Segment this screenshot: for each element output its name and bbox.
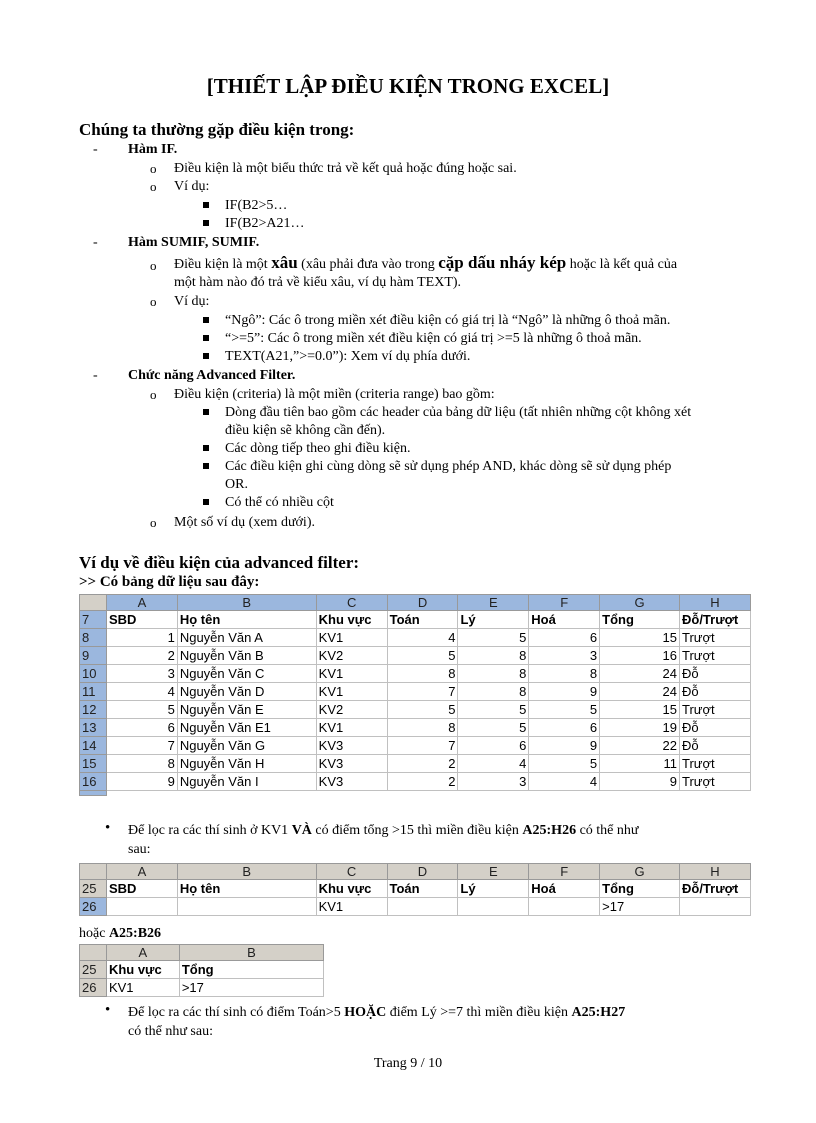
- table-row: [80, 755, 751, 773]
- table-row: [80, 961, 324, 979]
- row-number[interactable]: 15: [80, 755, 107, 773]
- cell[interactable]: 7: [106, 737, 177, 755]
- cell[interactable]: Khu vực: [106, 961, 179, 979]
- cell[interactable]: SBD: [106, 880, 177, 898]
- bullet2-text: Để lọc ra các thí sinh có điểm Toán>5 HOẶC điểm Lý >=7 thì miền điều kiện A25:H27: [128, 1005, 626, 1020]
- row-number: [80, 791, 107, 796]
- cell[interactable]: >17: [600, 898, 680, 916]
- column-header[interactable]: F: [529, 595, 600, 611]
- cell[interactable]: Lý: [458, 880, 529, 898]
- cell[interactable]: 7: [387, 737, 458, 755]
- cell[interactable]: 2: [387, 773, 458, 791]
- cell[interactable]: 8: [106, 755, 177, 773]
- column-header[interactable]: A: [106, 864, 177, 880]
- cell[interactable]: KV1: [316, 665, 387, 683]
- row-number[interactable]: 13: [80, 719, 107, 737]
- cell[interactable]: KV1: [316, 719, 387, 737]
- cell[interactable]: Nguyễn Văn G: [177, 737, 316, 755]
- cell[interactable]: 24: [600, 683, 680, 701]
- table-row: [80, 979, 324, 997]
- cell[interactable]: 11: [600, 755, 680, 773]
- sumif-example-3: TEXT(A21,”>=0.0”): Xem ví dụ phía dưới.: [225, 349, 471, 364]
- adv-item-3: Các điều kiện ghi cùng dòng sẽ sử dụng phép AND, khác dòng sẽ sử dụng phép: [225, 459, 672, 474]
- table-row: [80, 647, 751, 665]
- cell[interactable]: Khu vực: [316, 611, 387, 629]
- row-number[interactable]: 25: [80, 961, 107, 979]
- cell[interactable]: 5: [106, 701, 177, 719]
- cell[interactable]: [177, 898, 316, 916]
- adv-item-4: Có thể có nhiều cột: [225, 495, 334, 510]
- row-number[interactable]: 11: [80, 683, 107, 701]
- adv-item-3-cont: OR.: [225, 477, 248, 492]
- cell[interactable]: Hoá: [529, 611, 600, 629]
- cell[interactable]: KV1: [316, 629, 387, 647]
- cell[interactable]: 22: [600, 737, 680, 755]
- adv-more: Một số ví dụ (xem dưới).: [174, 515, 315, 530]
- square-bullet: [203, 409, 209, 415]
- table-row: [80, 665, 751, 683]
- if-desc: Điều kiện là một biểu thức trả về kết quả hoặc đúng hoặc sai.: [174, 161, 517, 176]
- square-bullet: [203, 499, 209, 505]
- column-header[interactable]: H: [679, 595, 750, 611]
- square-bullet: [203, 445, 209, 451]
- table-row: [80, 880, 751, 898]
- cell[interactable]: 8: [458, 647, 529, 665]
- row-number[interactable]: 12: [80, 701, 107, 719]
- corner-cell[interactable]: [80, 945, 107, 961]
- column-header[interactable]: B: [179, 945, 323, 961]
- cell[interactable]: 2: [387, 755, 458, 773]
- table-row: [80, 629, 751, 647]
- cell[interactable]: 16: [600, 647, 680, 665]
- cell[interactable]: KV2: [316, 647, 387, 665]
- dash-bullet: -: [93, 235, 98, 250]
- cell[interactable]: Đỗ/Trượt: [679, 611, 750, 629]
- cell[interactable]: Họ tên: [177, 611, 316, 629]
- column-header[interactable]: A: [106, 945, 179, 961]
- cell[interactable]: Nguyễn Văn E1: [177, 719, 316, 737]
- cell[interactable]: Hoá: [529, 880, 600, 898]
- sumif-label: Hàm SUMIF, SUMIF.: [128, 235, 260, 250]
- bullet1-text: Để lọc ra các thí sinh ở KV1 VÀ có điểm tổng >15 thì miền điều kiện A25:H26 có thể như: [128, 823, 639, 838]
- cell[interactable]: Tổng: [600, 880, 680, 898]
- table-row: [80, 683, 751, 701]
- cell[interactable]: Toán: [387, 880, 458, 898]
- column-header[interactable]: C: [316, 595, 387, 611]
- column-header-row: [80, 945, 324, 961]
- cell[interactable]: 3: [106, 665, 177, 683]
- cell[interactable]: SBD: [106, 611, 177, 629]
- cell[interactable]: Họ tên: [177, 880, 316, 898]
- cell[interactable]: Nguyễn Văn B: [177, 647, 316, 665]
- circle-bullet: o: [150, 387, 157, 402]
- section-sub: >> Có bảng dữ liệu sau đây:: [79, 574, 260, 590]
- cell[interactable]: 1: [106, 629, 177, 647]
- cell[interactable]: 3: [529, 647, 600, 665]
- cell[interactable]: 5: [529, 755, 600, 773]
- or-text: hoặc A25:B26: [79, 926, 162, 941]
- adv-desc: Điều kiện (criteria) là một miền (criteria range) bao gồm:: [174, 387, 495, 402]
- cell[interactable]: KV3: [316, 737, 387, 755]
- cell[interactable]: [679, 898, 750, 916]
- row-number[interactable]: 10: [80, 665, 107, 683]
- section-heading-2: Ví dụ về điều kiện của advanced filter:: [79, 553, 360, 572]
- cell[interactable]: 9: [529, 683, 600, 701]
- cell[interactable]: Trượt: [679, 755, 750, 773]
- column-header[interactable]: F: [529, 864, 600, 880]
- row-number[interactable]: 14: [80, 737, 107, 755]
- if-example-label: Ví dụ:: [174, 179, 210, 194]
- criteria-sheet-2: [79, 944, 324, 997]
- page-title: [THIẾT LẬP ĐIỀU KIỆN TRONG EXCEL]: [206, 74, 610, 98]
- cell[interactable]: 5: [458, 719, 529, 737]
- circle-bullet: o: [150, 515, 157, 530]
- cell[interactable]: 6: [106, 719, 177, 737]
- cell[interactable]: 2: [106, 647, 177, 665]
- cell[interactable]: 15: [600, 701, 680, 719]
- table-row-partial: [80, 791, 751, 796]
- row-number[interactable]: 26: [80, 898, 107, 916]
- cell[interactable]: Toán: [387, 611, 458, 629]
- cell: [106, 791, 750, 796]
- cell[interactable]: KV1: [106, 979, 179, 997]
- bullet-dot: •: [105, 820, 111, 836]
- cell[interactable]: 5: [458, 629, 529, 647]
- cell[interactable]: 5: [529, 701, 600, 719]
- bullet-dot: •: [105, 1002, 111, 1018]
- cell[interactable]: 5: [387, 647, 458, 665]
- sumif-example-2: “>=5”: Các ô trong miền xét điều kiện có giá trị >=5 là những ô thoả mãn.: [225, 331, 642, 346]
- sumif-example-1: “Ngô”: Các ô trong miền xét điều kiện có giá trị là “Ngô” là những ô thoả mãn.: [225, 313, 671, 328]
- column-header[interactable]: B: [177, 595, 316, 611]
- cell[interactable]: Nguyễn Văn D: [177, 683, 316, 701]
- column-header-row: [80, 595, 751, 611]
- cell[interactable]: 6: [529, 629, 600, 647]
- cell[interactable]: 4: [458, 755, 529, 773]
- if-example-2: IF(B2>A21…: [225, 216, 305, 231]
- table-row: [80, 773, 751, 791]
- cell[interactable]: Khu vực: [316, 880, 387, 898]
- column-header[interactable]: A: [106, 595, 177, 611]
- cell[interactable]: 19: [600, 719, 680, 737]
- circle-bullet: o: [150, 179, 157, 194]
- cell[interactable]: Nguyễn Văn C: [177, 665, 316, 683]
- table-row: [80, 611, 751, 629]
- cell[interactable]: Trượt: [679, 701, 750, 719]
- cell[interactable]: KV3: [316, 755, 387, 773]
- if-label: Hàm IF.: [128, 142, 178, 157]
- cell[interactable]: Đỗ: [679, 719, 750, 737]
- if-example-1: IF(B2>5…: [225, 198, 288, 213]
- sumif-desc-line2: một hàm nào đó trả về kiểu xâu, ví dụ hàm TEXT).: [174, 275, 462, 290]
- column-header[interactable]: E: [458, 864, 529, 880]
- cell[interactable]: 4: [387, 629, 458, 647]
- row-number[interactable]: 8: [80, 629, 107, 647]
- dash-bullet: -: [93, 368, 98, 383]
- cell[interactable]: [387, 898, 458, 916]
- square-bullet: [203, 202, 209, 208]
- cell[interactable]: 4: [106, 683, 177, 701]
- cell[interactable]: 5: [458, 701, 529, 719]
- cell[interactable]: [458, 898, 529, 916]
- cell[interactable]: [529, 898, 600, 916]
- cell[interactable]: 9: [529, 737, 600, 755]
- cell[interactable]: 8: [387, 719, 458, 737]
- table-row: [80, 737, 751, 755]
- circle-bullet: o: [150, 258, 157, 273]
- cell[interactable]: Nguyễn Văn I: [177, 773, 316, 791]
- cell[interactable]: Đỗ: [679, 737, 750, 755]
- cell[interactable]: Nguyễn Văn A: [177, 629, 316, 647]
- adv-item-1: Dòng đầu tiên bao gồm các header của bảng dữ liệu (tất nhiên những cột không xét: [225, 405, 692, 420]
- cell[interactable]: 9: [600, 773, 680, 791]
- cell[interactable]: Lý: [458, 611, 529, 629]
- cell[interactable]: Đỗ: [679, 683, 750, 701]
- corner-cell[interactable]: [80, 595, 107, 611]
- cell[interactable]: 9: [106, 773, 177, 791]
- cell[interactable]: Trượt: [679, 629, 750, 647]
- adv-item-2: Các dòng tiếp theo ghi điều kiện.: [225, 441, 411, 456]
- square-bullet: [203, 463, 209, 469]
- dash-bullet: -: [93, 142, 98, 157]
- bullet1-line2: sau:: [128, 842, 151, 857]
- cell[interactable]: Đỗ: [679, 665, 750, 683]
- column-header[interactable]: D: [387, 595, 458, 611]
- row-number[interactable]: 16: [80, 773, 107, 791]
- bullet2-line2: có thể như sau:: [128, 1024, 213, 1039]
- cell[interactable]: KV1: [316, 683, 387, 701]
- data-sheet: [79, 594, 751, 796]
- cell[interactable]: 7: [387, 683, 458, 701]
- square-bullet: [203, 220, 209, 226]
- section-heading-1: Chúng ta thường gặp điều kiện trong:: [79, 120, 355, 139]
- cell[interactable]: KV3: [316, 773, 387, 791]
- cell[interactable]: 8: [458, 665, 529, 683]
- table-row: [80, 719, 751, 737]
- cell[interactable]: 6: [458, 737, 529, 755]
- cell[interactable]: Nguyễn Văn H: [177, 755, 316, 773]
- row-number[interactable]: 7: [80, 611, 107, 629]
- cell[interactable]: 15: [600, 629, 680, 647]
- cell[interactable]: KV1: [316, 898, 387, 916]
- cell[interactable]: Trượt: [679, 773, 750, 791]
- table-row: [80, 898, 751, 916]
- sumif-desc: Điều kiện là một xâu (xâu phải đưa vào trong cặp dấu nháy kép hoặc là kết quả của: [174, 253, 678, 272]
- row-number[interactable]: 25: [80, 880, 107, 898]
- column-header[interactable]: E: [458, 595, 529, 611]
- column-header[interactable]: G: [600, 595, 680, 611]
- criteria-sheet-1: [79, 863, 751, 916]
- circle-bullet: o: [150, 161, 157, 176]
- cell[interactable]: 4: [529, 773, 600, 791]
- page-footer: Trang 9 / 10: [373, 1056, 443, 1071]
- cell[interactable]: [106, 898, 177, 916]
- column-header[interactable]: B: [177, 864, 316, 880]
- cell[interactable]: Nguyễn Văn E: [177, 701, 316, 719]
- cell[interactable]: Tổng: [600, 611, 680, 629]
- square-bullet: [203, 335, 209, 341]
- cell[interactable]: >17: [179, 979, 323, 997]
- cell[interactable]: Đỗ/Trượt: [679, 880, 750, 898]
- square-bullet: [203, 317, 209, 323]
- column-header[interactable]: H: [679, 864, 750, 880]
- column-header[interactable]: C: [316, 864, 387, 880]
- sumif-example-label: Ví dụ:: [174, 294, 210, 309]
- cell[interactable]: 5: [387, 701, 458, 719]
- adv-label: Chức năng Advanced Filter.: [128, 368, 296, 383]
- cell[interactable]: KV2: [316, 701, 387, 719]
- row-number[interactable]: 9: [80, 647, 107, 665]
- cell[interactable]: Tổng: [179, 961, 323, 979]
- column-header[interactable]: G: [600, 864, 680, 880]
- cell[interactable]: 8: [529, 665, 600, 683]
- row-number[interactable]: 26: [80, 979, 107, 997]
- cell[interactable]: 3: [458, 773, 529, 791]
- cell[interactable]: 24: [600, 665, 680, 683]
- cell[interactable]: Trượt: [679, 647, 750, 665]
- cell[interactable]: 8: [387, 665, 458, 683]
- column-header[interactable]: D: [387, 864, 458, 880]
- adv-item-1-cont: điều kiện sẽ không cần đến).: [225, 423, 386, 438]
- cell[interactable]: 8: [458, 683, 529, 701]
- column-header-row: [80, 864, 751, 880]
- circle-bullet: o: [150, 294, 157, 309]
- table-row: [80, 701, 751, 719]
- corner-cell[interactable]: [80, 864, 107, 880]
- square-bullet: [203, 353, 209, 359]
- cell[interactable]: 6: [529, 719, 600, 737]
